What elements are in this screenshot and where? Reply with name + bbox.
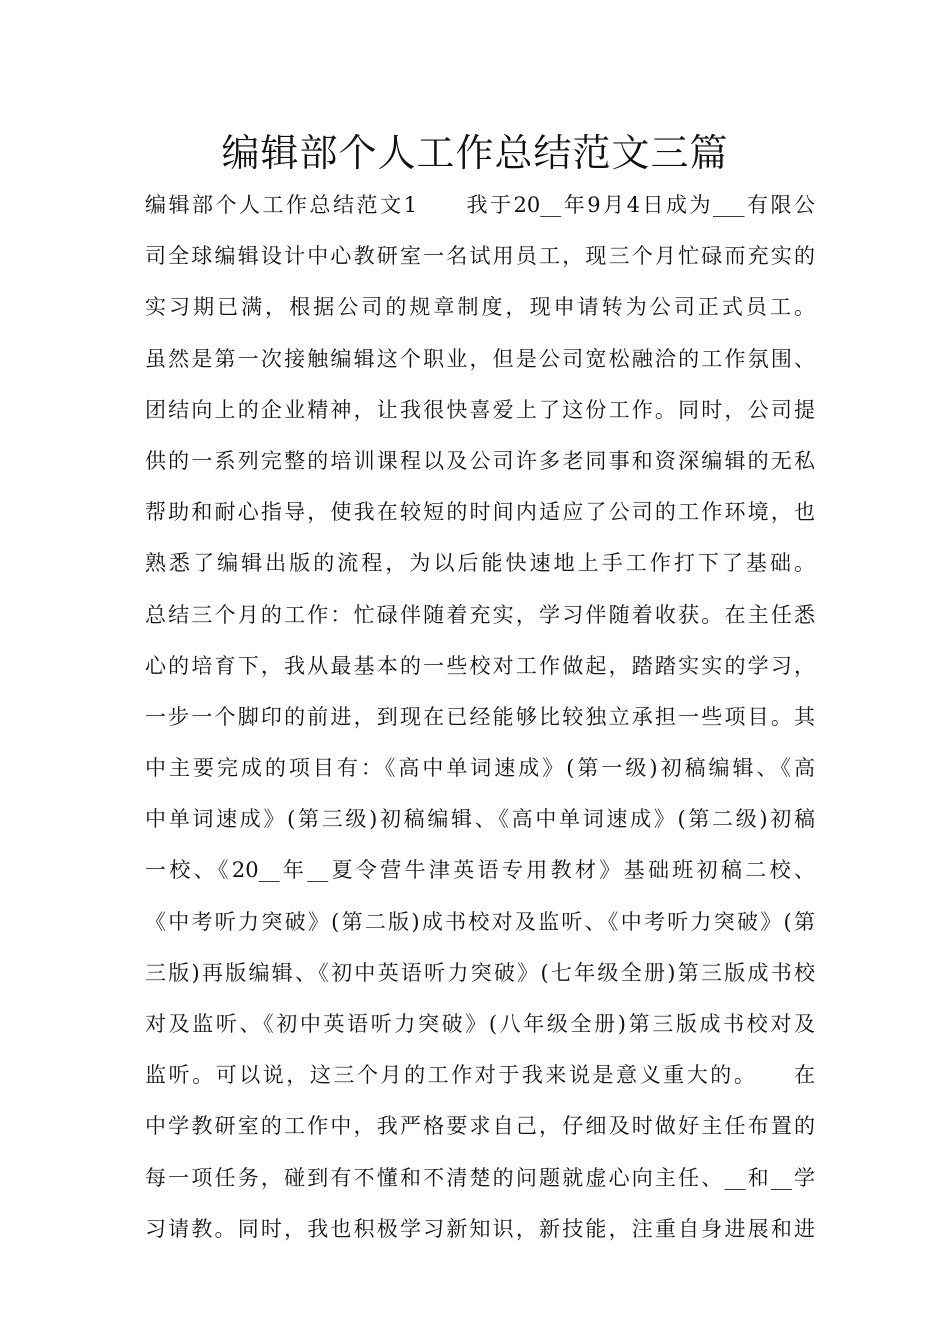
body-line-1: 编辑部个人工作总结范文1 我于20__年9月4日成为___有限公 [145,193,815,217]
document-title: 编辑部个人工作总结范文三篇 [221,131,729,175]
body-line-2: 司全球编辑设计中心教研室一名试用员工，现三个月忙碌而充实的 [145,244,815,269]
body-line-17: 对及监听、《初中英语听力突破》(八年级全册)第三版成书校对及 [145,1012,815,1036]
body-line-15: 《中考听力突破》(第二版)成书校对及监听、《中考听力突破》(第 [145,909,815,934]
body-line-5: 团结向上的企业精神，让我很快喜爱上了这份工作。同时，公司提 [145,397,815,422]
body-line-21: 习请教。同时，我也积极学习新知识，新技能，注重自身进展和进 [145,1216,815,1241]
body-line-16: 三版)再版编辑、《初中英语听力突破》(七年级全册)第三版成书校 [145,960,815,985]
document-body [145,180,815,1255]
body-line-7: 帮助和耐心指导，使我在较短的时间内适应了公司的工作环境，也 [145,500,815,525]
body-line-9: 总结三个月的工作：忙碌伴随着充实，学习伴随着收获。在主任悉 [145,602,815,627]
body-line-13: 中单词速成》(第三级)初稿编辑、《高中单词速成》(第二级)初稿 [145,807,815,832]
body-line-11: 一步一个脚印的前进，到现在已经能够比较独立承担一些项目。其 [145,704,815,729]
body-line-10: 心的培育下，我从最基本的一些校对工作做起，踏踏实实的学习， [145,653,815,678]
body-line-3: 实习期已满，根据公司的规章制度，现申请转为公司正式员工。 [145,295,815,320]
body-line-19: 中学教研室的工作中，我严格要求自己，仔细及时做好主任布置的 [145,1114,815,1139]
body-line-12: 中主要完成的项目有：《高中单词速成》(第一级)初稿编辑、《高 [145,756,815,781]
body-line-4: 虽然是第一次接触编辑这个职业，但是公司宽松融洽的工作氛围、 [145,346,815,371]
body-line-6: 供的一系列完整的培训课程以及公司许多老同事和资深编辑的无私 [145,448,815,473]
body-line-14: 一校、《20__年__夏令营牛津英语专用教材》基础班初稿二校、 [145,858,815,883]
body-line-18: 监听。可以说，这三个月的工作对于我来说是意义重大的。 在 [145,1063,815,1088]
body-line-8: 熟悉了编辑出版的流程，为以后能快速地上手工作打下了基础。 [145,551,815,576]
body-line-20: 每一项任务，碰到有不懂和不清楚的问题就虚心向主任、__和__学 [145,1165,815,1190]
